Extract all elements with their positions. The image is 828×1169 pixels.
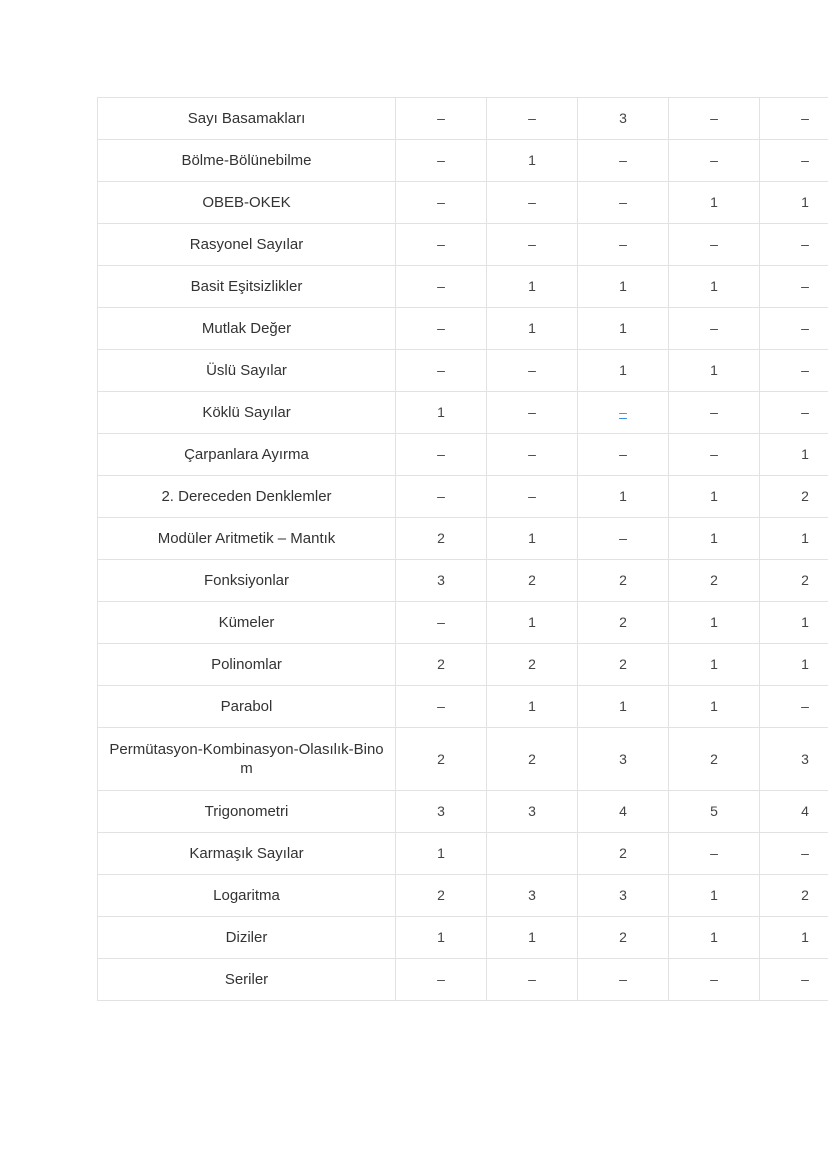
count-cell: 1 [578, 308, 669, 350]
table-row [98, 140, 828, 182]
count-cell: 1 [487, 518, 578, 560]
count-cell: – [578, 434, 669, 476]
count-cell: – [760, 140, 828, 182]
table-row [98, 98, 828, 140]
count-cell: 3 [578, 875, 669, 917]
count-cell: – [760, 686, 828, 728]
count-cell: – [396, 959, 487, 1001]
topic-cell: Seriler [98, 959, 396, 1001]
topic-cell: Modüler Aritmetik – Mantık [98, 518, 396, 560]
count-cell: – [487, 476, 578, 518]
count-cell: 1 [760, 602, 828, 644]
count-cell: – [396, 308, 487, 350]
count-cell: 1 [578, 266, 669, 308]
count-cell: 2 [760, 476, 828, 518]
count-cell: – [669, 392, 760, 434]
count-cell: – [396, 686, 487, 728]
topic-cell: Fonksiyonlar [98, 560, 396, 602]
count-cell: 1 [578, 350, 669, 392]
count-link[interactable]: – [619, 404, 627, 420]
table-row [98, 728, 828, 791]
count-cell: 1 [669, 917, 760, 959]
count-cell: 3 [578, 728, 669, 791]
topic-cell: Köklü Sayılar [98, 392, 396, 434]
count-cell: 1 [396, 392, 487, 434]
count-cell: 2 [669, 728, 760, 791]
count-cell: – [760, 959, 828, 1001]
table-row [98, 434, 828, 476]
table-row [98, 476, 828, 518]
table-row [98, 224, 828, 266]
count-cell: 3 [487, 791, 578, 833]
count-cell: 1 [669, 875, 760, 917]
count-cell: 1 [760, 434, 828, 476]
count-cell: – [487, 98, 578, 140]
count-cell: – [487, 350, 578, 392]
count-cell: 1 [669, 686, 760, 728]
count-cell: – [578, 140, 669, 182]
count-cell: – [578, 224, 669, 266]
count-cell: – [396, 266, 487, 308]
count-cell: – [760, 224, 828, 266]
table-row [98, 560, 828, 602]
count-cell: – [396, 98, 487, 140]
count-cell: 2 [578, 644, 669, 686]
count-cell: – [669, 434, 760, 476]
topic-cell: Logaritma [98, 875, 396, 917]
table-row [98, 602, 828, 644]
count-cell: 2 [396, 518, 487, 560]
count-cell: – [669, 98, 760, 140]
table-row [98, 686, 828, 728]
count-cell: 1 [396, 833, 487, 875]
count-cell: 2 [396, 644, 487, 686]
count-cell: – [760, 98, 828, 140]
table-row [98, 182, 828, 224]
count-cell: – [669, 308, 760, 350]
count-cell: – [578, 182, 669, 224]
count-cell: 2 [760, 560, 828, 602]
table-row [98, 518, 828, 560]
count-cell: – [396, 476, 487, 518]
count-cell: 1 [669, 602, 760, 644]
topic-cell: Karmaşık Sayılar [98, 833, 396, 875]
topic-cell: Polinomlar [98, 644, 396, 686]
count-cell: 2 [396, 875, 487, 917]
count-cell: 1 [669, 518, 760, 560]
topic-cell: Permütasyon-Kombinasyon-Olasılık-Binom [98, 728, 396, 791]
topic-cell: Rasyonel Sayılar [98, 224, 396, 266]
count-cell: 2 [578, 560, 669, 602]
topic-cell: Basit Eşitsizlikler [98, 266, 396, 308]
topic-cell: Kümeler [98, 602, 396, 644]
count-cell: 2 [760, 875, 828, 917]
count-cell: 1 [578, 476, 669, 518]
topic-cell: Mutlak Değer [98, 308, 396, 350]
count-cell: – [396, 602, 487, 644]
count-cell: – [578, 518, 669, 560]
count-cell: – [760, 350, 828, 392]
count-cell: 2 [578, 602, 669, 644]
count-cell: 1 [760, 182, 828, 224]
count-cell: 2 [487, 728, 578, 791]
count-cell: 1 [760, 518, 828, 560]
table-row [98, 392, 828, 434]
count-cell: – [760, 392, 828, 434]
count-cell: – [669, 833, 760, 875]
count-cell: – [487, 392, 578, 434]
count-cell: 1 [487, 686, 578, 728]
count-cell: 1 [669, 644, 760, 686]
count-cell: – [578, 959, 669, 1001]
count-cell: 1 [669, 476, 760, 518]
count-cell: – [396, 224, 487, 266]
count-cell: – [487, 959, 578, 1001]
count-cell: 4 [578, 791, 669, 833]
count-cell: – [487, 224, 578, 266]
table-row [98, 644, 828, 686]
count-cell: – [760, 833, 828, 875]
count-cell: – [669, 959, 760, 1001]
count-cell: 4 [760, 791, 828, 833]
count-cell: 5 [669, 791, 760, 833]
count-cell: 1 [487, 917, 578, 959]
count-cell: 2 [578, 833, 669, 875]
count-cell: 1 [487, 140, 578, 182]
count-cell [487, 833, 578, 875]
count-cell: – [396, 140, 487, 182]
count-cell: 1 [487, 602, 578, 644]
count-cell: 1 [578, 686, 669, 728]
topic-cell: Diziler [98, 917, 396, 959]
topic-cell: Parabol [98, 686, 396, 728]
topic-count-table-container [97, 97, 828, 1001]
count-cell: – [669, 140, 760, 182]
count-cell: – [760, 266, 828, 308]
count-cell: – [396, 434, 487, 476]
count-cell: 3 [487, 875, 578, 917]
count-cell: – [760, 308, 828, 350]
count-cell: 3 [396, 791, 487, 833]
topic-cell: Üslü Sayılar [98, 350, 396, 392]
count-cell: 2 [669, 560, 760, 602]
count-cell: 1 [396, 917, 487, 959]
count-cell: 2 [487, 644, 578, 686]
count-cell: 1 [669, 350, 760, 392]
table-body [98, 98, 828, 1001]
count-cell: 2 [578, 917, 669, 959]
table-row [98, 791, 828, 833]
count-cell: 1 [760, 644, 828, 686]
table-row [98, 350, 828, 392]
count-cell: 1 [669, 266, 760, 308]
count-cell: 3 [396, 560, 487, 602]
count-cell: 1 [760, 917, 828, 959]
count-cell: – [396, 182, 487, 224]
topic-count-table [97, 97, 828, 1001]
count-cell: – [669, 224, 760, 266]
topic-cell: Trigonometri [98, 791, 396, 833]
count-cell [578, 392, 669, 434]
topic-cell: Bölme-Bölünebilme [98, 140, 396, 182]
topic-cell: Çarpanlara Ayırma [98, 434, 396, 476]
count-cell: 1 [669, 182, 760, 224]
table-row [98, 875, 828, 917]
count-cell: 2 [396, 728, 487, 791]
table-row [98, 266, 828, 308]
table-row [98, 308, 828, 350]
topic-cell: 2. Dereceden Denklemler [98, 476, 396, 518]
count-cell: 2 [487, 560, 578, 602]
count-cell: 3 [760, 728, 828, 791]
table-row [98, 833, 828, 875]
count-cell: 3 [578, 98, 669, 140]
count-cell: 1 [487, 308, 578, 350]
topic-cell: OBEB-OKEK [98, 182, 396, 224]
table-row [98, 959, 828, 1001]
table-row [98, 917, 828, 959]
topic-cell: Sayı Basamakları [98, 98, 396, 140]
count-cell: – [396, 350, 487, 392]
count-cell: – [487, 182, 578, 224]
count-cell: – [487, 434, 578, 476]
count-cell: 1 [487, 266, 578, 308]
